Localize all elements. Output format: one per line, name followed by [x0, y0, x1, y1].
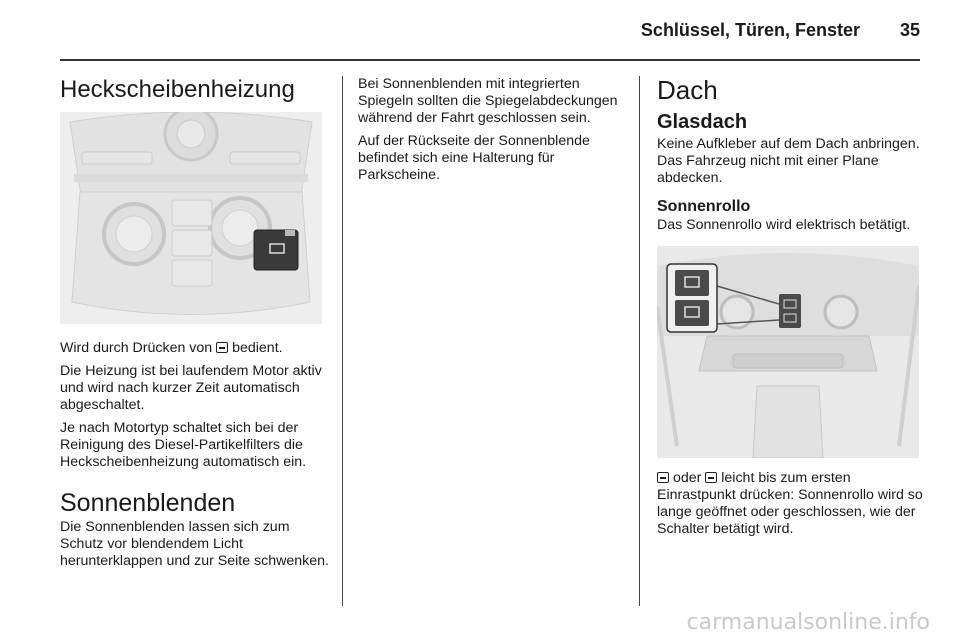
sun-blind-switch-figure — [657, 246, 919, 458]
heading-sun-blind: Sonnenrollo — [657, 198, 751, 215]
dashboard-controls-figure — [60, 112, 322, 324]
heading-glass-roof: Glasdach — [657, 111, 748, 133]
rear-window-heater-icon — [216, 342, 228, 353]
paragraph-sun-visors: Die Sonnenblenden lassen sich zum Schutz vor blendendem Licht herunterklappen und zur Seite schwenken. — [60, 519, 329, 569]
paragraph-engine-type: Je nach Motortyp schaltet sich bei der Reinigung des Diesel-Partikelfilters die Heckscheibenheizung automatisch ein. — [60, 420, 307, 470]
column-divider-2 — [639, 76, 640, 606]
column-left — [60, 76, 330, 576]
heading-rear-window-heater: Heckscheibenheizung — [60, 76, 295, 103]
watermark: carmanualsonline.info — [686, 610, 930, 635]
column-right — [657, 76, 923, 544]
header-rule — [60, 59, 920, 61]
heading-sun-visors: Sonnenblenden — [60, 489, 236, 517]
press-text-after: bedient. — [232, 340, 283, 356]
page-number: 35 — [899, 20, 920, 40]
column-middle — [358, 76, 624, 190]
press-text-before: Wird durch Drücken von — [60, 340, 213, 356]
page-header-title: Schlüssel, Türen, Fenster — [640, 20, 860, 40]
paragraph-heating: Die Heizung ist bei laufendem Motor aktiv und wird nach kurzer Zeit automatisch abgeschaltet. — [60, 363, 322, 413]
column-divider-1 — [342, 76, 343, 606]
or-word: oder — [672, 470, 702, 486]
heading-roof: Dach — [657, 75, 718, 105]
paragraph-press-switch: leicht bis zum ersten Einrastpunkt drücken: Sonnenrollo wird so lange geöffnet oder geschlossen, wie der Schalter betätigt wird. — [657, 470, 923, 537]
blind-close-icon — [705, 472, 717, 483]
paragraph-sun-blind: Das Sonnenrollo wird elektrisch betätigt. — [657, 217, 911, 233]
paragraph-glass-roof: Keine Aufkleber auf dem Dach anbringen. Das Fahrzeug nicht mit einer Plane abdecken. — [657, 136, 920, 186]
blind-open-icon — [657, 472, 669, 483]
paragraph-mirrors: Bei Sonnenblenden mit integrierten Spiegeln sollten die Spiegelabdeckungen während der Fahrt geschlossen sein. — [358, 76, 618, 126]
paragraph-ticket-holder: Auf der Rückseite der Sonnenblende befindet sich eine Halterung für Parkscheine. — [358, 133, 590, 183]
